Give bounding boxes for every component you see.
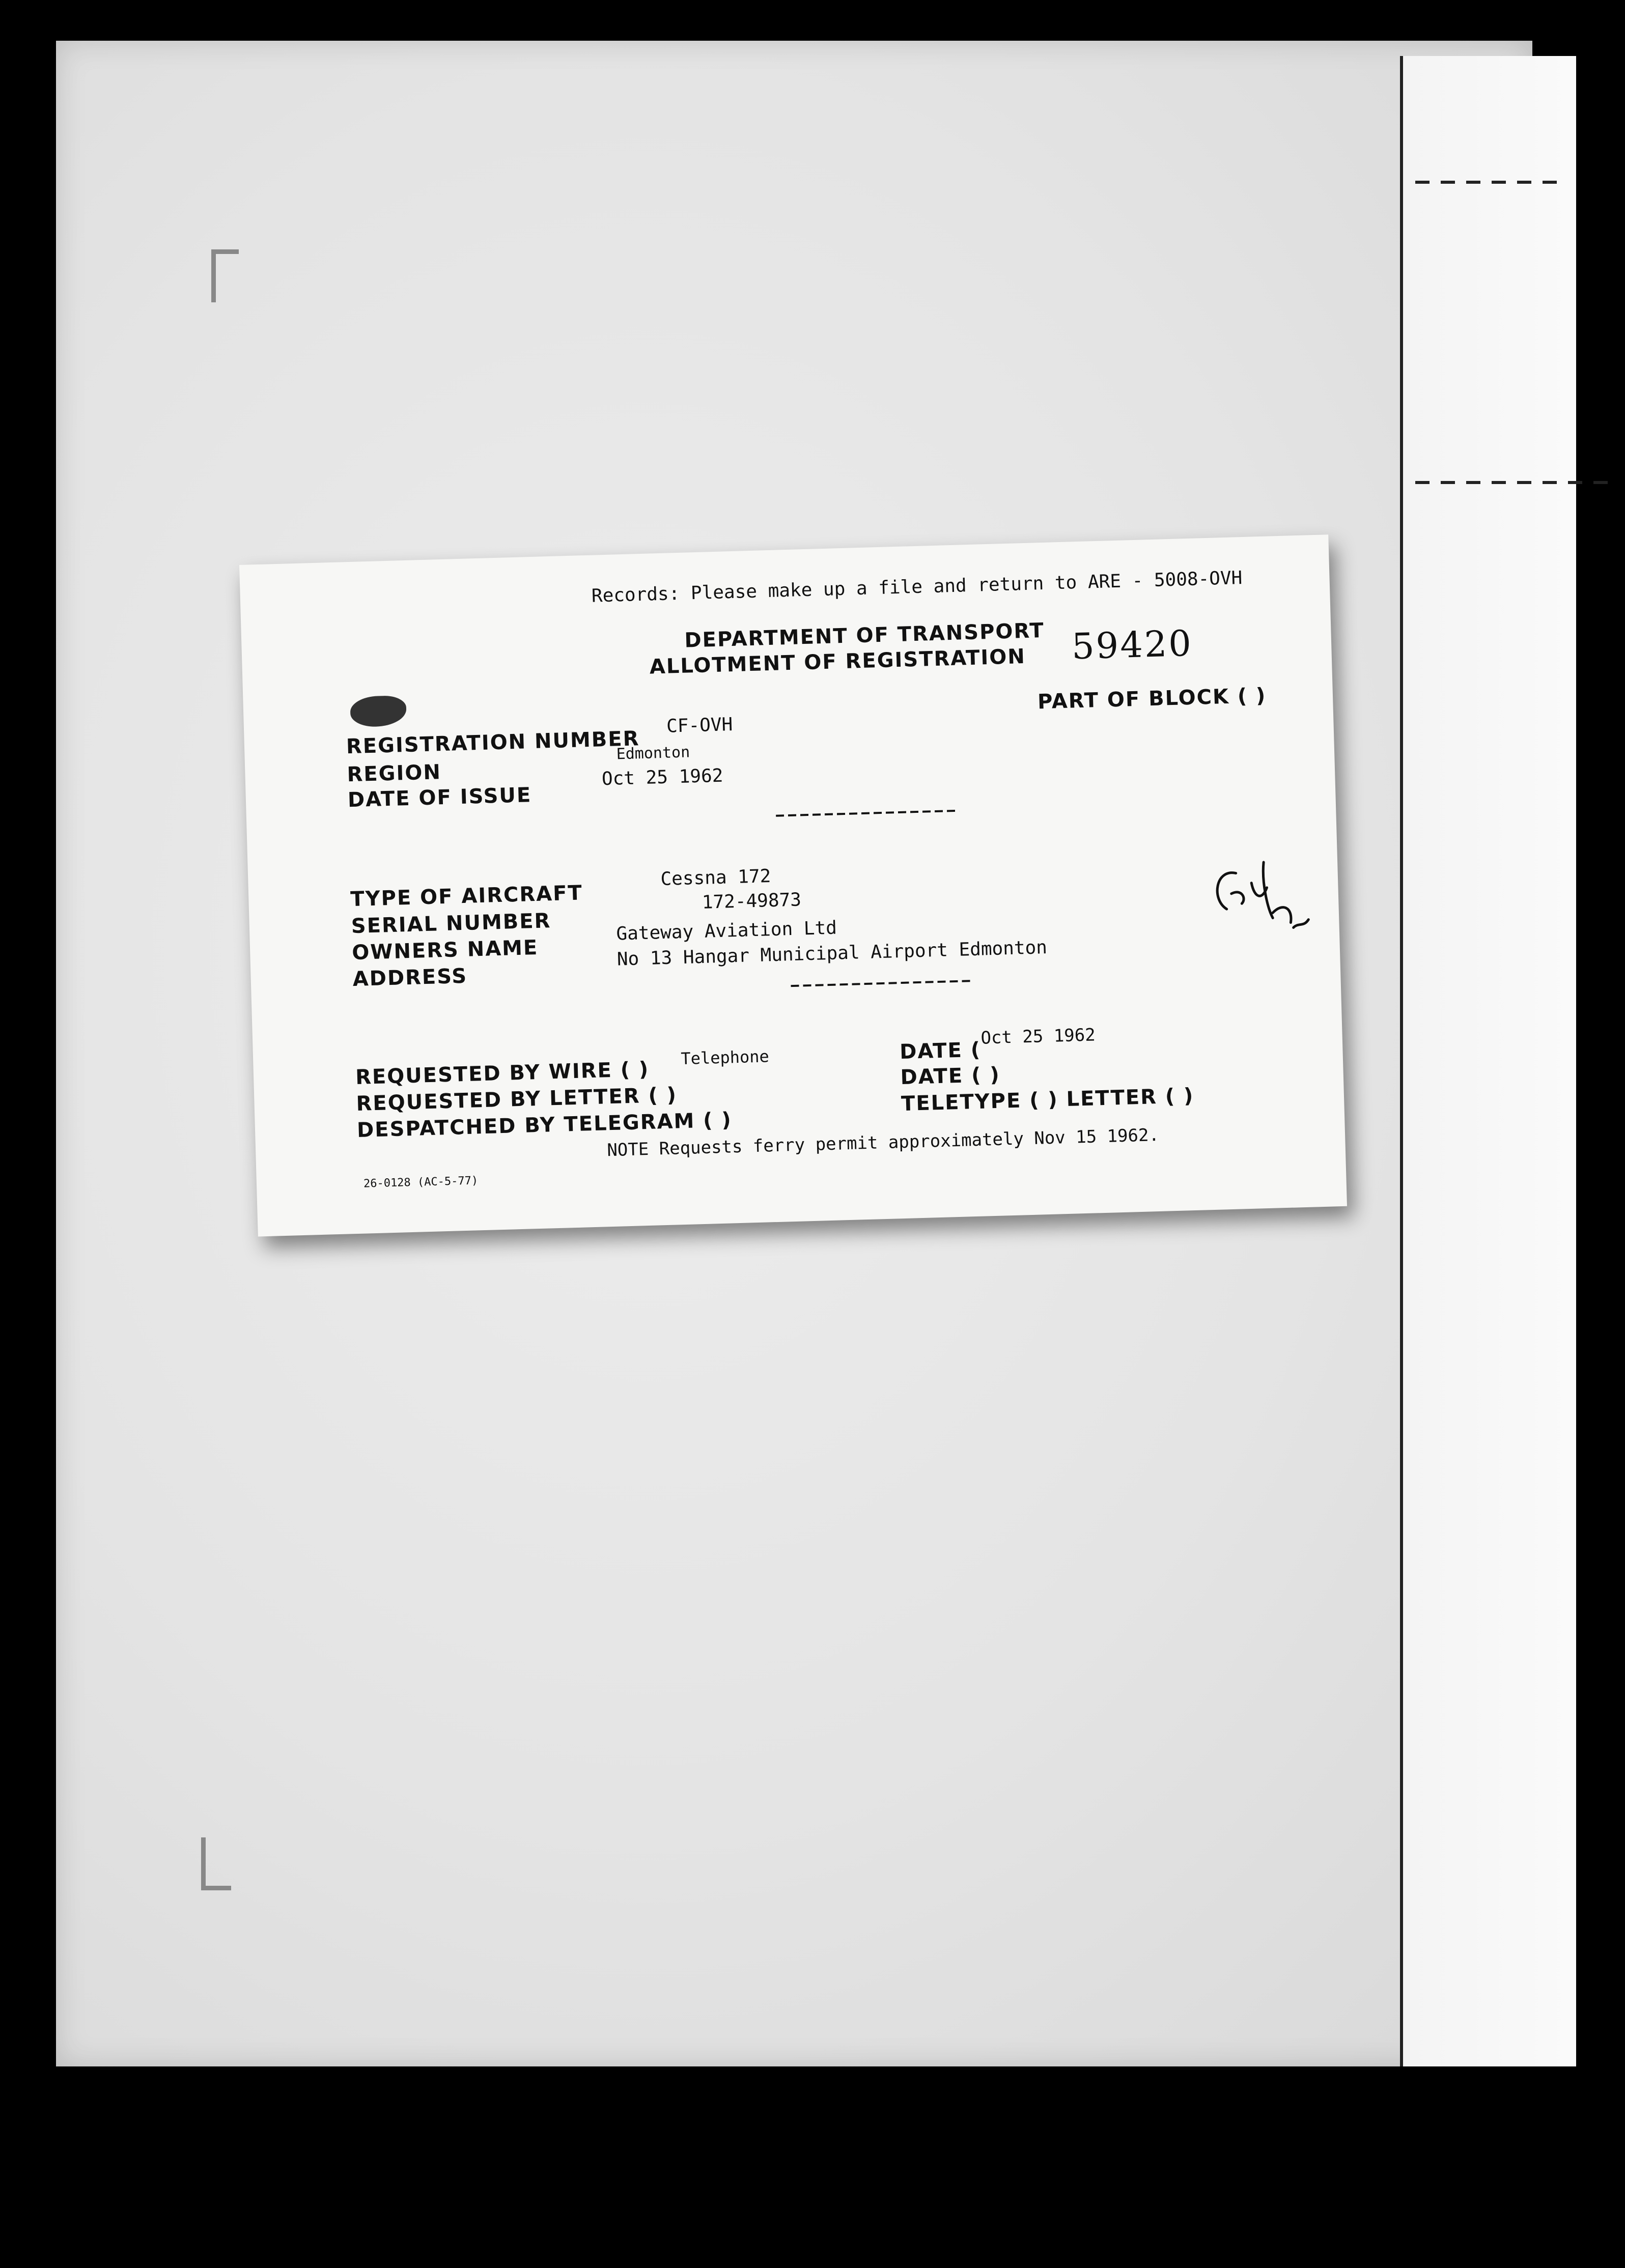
registration-card (239, 534, 1347, 1236)
date2-label: DATE ( ) (900, 1063, 1001, 1090)
region-label: REGION (346, 760, 442, 787)
separator-rule-2 (791, 980, 974, 987)
form-title: ALLOTMENT OF REGISTRATION (649, 644, 1026, 679)
date1-label: DATE ( (899, 1038, 982, 1064)
edge-dash-mid (1415, 481, 1609, 484)
folder-edge (1400, 56, 1576, 2066)
owners-name-label: OWNERS NAME (351, 935, 539, 965)
dept-title: DEPARTMENT OF TRANSPORT (684, 618, 1045, 653)
address-value: No 13 Hangar Municipal Airport Edmonton (617, 937, 1048, 970)
form-code: 26-0128 (AC-5-77) (363, 1174, 479, 1190)
teletype-letter-label: TELETYPE ( ) LETTER ( ) (901, 1084, 1194, 1116)
edge-dash-top (1415, 181, 1568, 184)
requested-by-wire-value: Telephone (680, 1046, 770, 1069)
crop-mark-bottom (201, 1837, 231, 1890)
address-label: ADDRESS (352, 964, 468, 991)
registration-number-label: REGISTRATION NUMBER (346, 727, 640, 759)
despatched-by-telegram-label: DESPATCHED BY TELEGRAM ( ) (356, 1108, 733, 1142)
date-of-issue-label: DATE OF ISSUE (347, 783, 532, 812)
form-number: 59420 (1071, 622, 1193, 668)
requested-by-letter-label: REQUESTED BY LETTER ( ) (356, 1083, 678, 1116)
serial-number-label: SERIAL NUMBER (351, 909, 551, 939)
registration-number-value: CF-OVH (666, 714, 733, 737)
handwritten-initials (1205, 850, 1314, 940)
type-of-aircraft-value: Cessna 172 (660, 866, 771, 890)
separator-rule-1 (776, 810, 959, 817)
punch-hole (350, 695, 407, 727)
owners-name-value: Gateway Aviation Ltd (615, 917, 837, 945)
date-of-issue-value: Oct 25 1962 (601, 765, 723, 790)
part-of-block: PART OF BLOCK ( ) (1037, 684, 1267, 714)
serial-number-value: 172-49873 (702, 889, 802, 913)
region-value: Edmonton (616, 743, 690, 763)
crop-mark-top (211, 249, 239, 302)
date1-value: Oct 25 1962 (980, 1025, 1096, 1048)
records-note: Records: Please make up a file and return to ARE - 5008-OVH (591, 568, 1243, 607)
requested-by-wire-label: REQUESTED BY WIRE ( ) (355, 1057, 650, 1090)
ferry-note: NOTE Requests ferry permit approximately Nov 15 1962. (606, 1124, 1160, 1161)
type-of-aircraft-label: TYPE OF AIRCRAFT (350, 881, 583, 912)
